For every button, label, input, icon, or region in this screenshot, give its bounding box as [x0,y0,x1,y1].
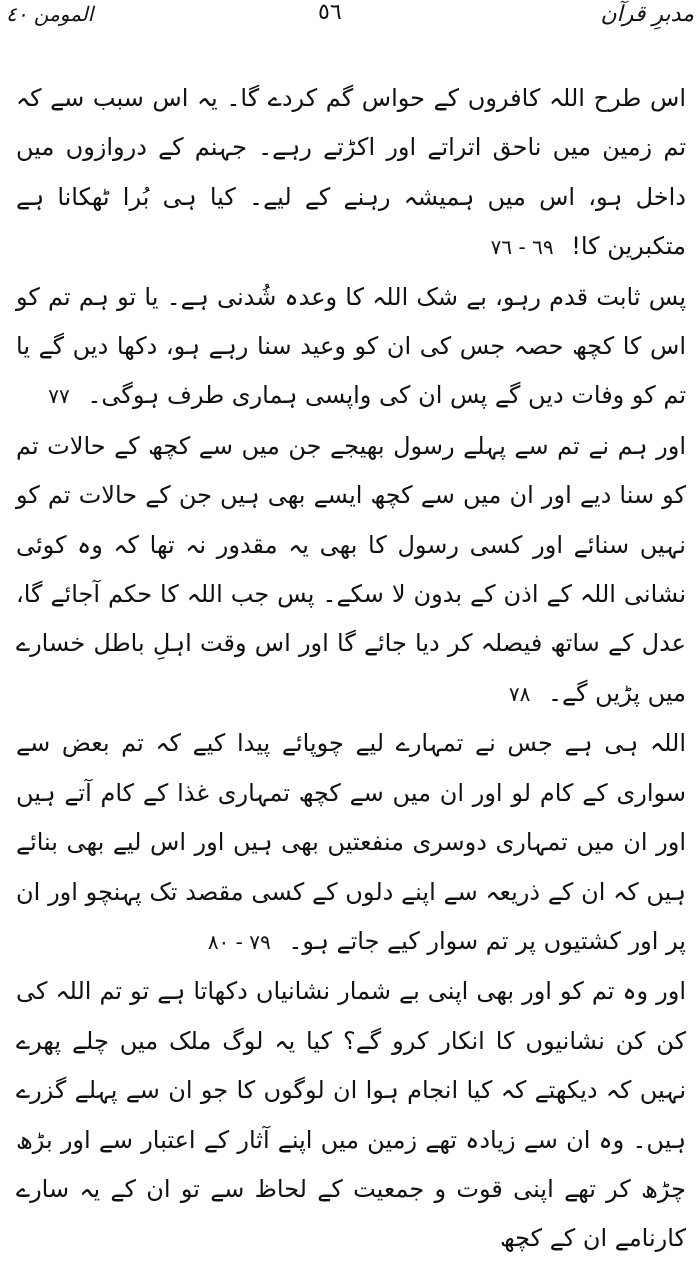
book-title: مدبرِ قرآن [600,2,694,27]
page-number: ٥٦ [318,0,342,25]
paragraph-text: اس طرح اللہ کافروں کے حواس گم کردے گا۔ یہ اس سبب سے کہ تم زمین میں ناحق اتراتے اور اکڑتے رہے۔ جہنم کے دروازوں میں داخل ہو، اس میں ہمیشہ رہنے کے لیے۔ کیا ہی بُرا ٹھکانا ہے متکبرین کا! [16,84,686,261]
paragraph [16,74,686,273]
paragraph-text: اللہ ہی ہے جس نے تمہارے لیے چوپائے پیدا کیے کہ تم بعض سے سواری کے کام لو اور ان میں سے کچھ تمہاری غذا کے کام آتے ہیں اور ان میں تمہاری دوسری منفعتیں بھی ہیں اور اس لیے بھی بنائے ہیں کہ ان کے ذریعہ سے اپنے دلوں کے کسی مقصد تک پہنچو اور ان پر اور کشتیوں پر تم سوار کیے جاتے ہو۔ [16,729,686,955]
verse-reference: ٧٧ [48,384,70,409]
paragraph [16,967,686,1263]
paragraph [16,422,686,719]
paragraph-text: اور وہ تم کو اور بھی اپنی بے شمار نشانیاں دکھاتا ہے تو تم اللہ کی کن کن نشانیوں کا انکار کرو گے؟ کیا یہ لوگ ملک میں چلے پھرے نہیں کہ دیکھتے کہ کیا انجام ہوا ان لوگوں کا جو ان سے پہلے گزرے ہیں۔ وہ ان سے زیادہ تھے زمین میں اپنے آثار کے اعتبار سے اور بڑھ چڑھ کر تھے اپنی قوت و جمعیت کے لحاظ سے تو ان کے یہ سارے کارنامے ان کے کچھ [16,977,686,1253]
paragraph-text: پس ثابت قدم رہو، بے شک اللہ کا وعدہ شُدنی ہے۔ یا تو ہم تم کو اس کا کچھ حصہ جس کی ان کو وعید سنا رہے ہو، دکھا دیں گے یا تم کو وفات دیں گے پس ان کی واپسی ہماری طرف ہوگی۔ [16,282,686,410]
paragraph-text: اور ہم نے تم سے پہلے رسول بھیجے جن میں سے کچھ کے حالات تم کو سنا دیے اور ان میں سے کچھ ایسے بھی ہیں جن کے حالات تم کو نہیں سنائے اور کسی رسول کا بھی یہ مقدور نہ تھا کہ وہ کوئی نشانی اللہ کے اذن کے بدون لا سکے۔ پس جب اللہ کا حکم آجائے گا، عدل کے ساتھ فیصلہ کر دیا جائے گا اور اس وقت اہلِ باطل خسارے میں پڑیں گے۔ [16,431,686,707]
verse-reference: ٧٨ [508,681,531,706]
verse-reference: ٧٩ - ٨٠ [207,929,271,954]
translation-body [16,74,686,1264]
paragraph [16,719,686,967]
surah-label: المومن ٤٠ [6,2,94,26]
verse-reference: ٦٩ - ٧٦ [490,235,554,260]
page-header [0,0,700,44]
paragraph [16,273,686,422]
